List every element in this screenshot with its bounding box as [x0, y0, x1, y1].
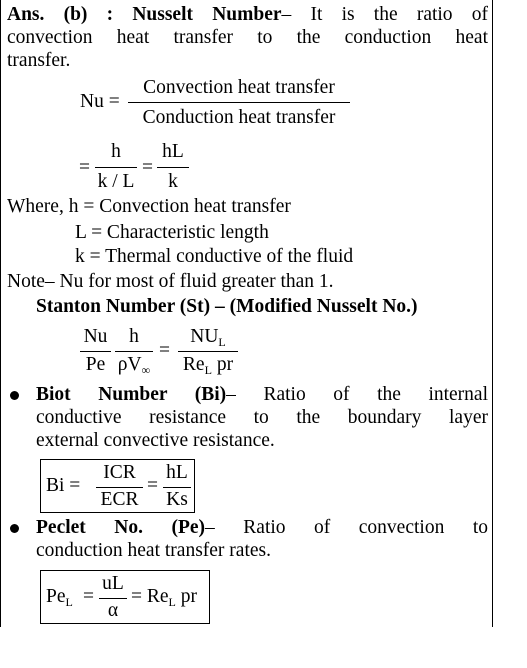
st-pe-denominator: Pe: [85, 354, 106, 375]
st-h-bar: [115, 351, 153, 352]
biot-hl-numerator: hL: [166, 462, 188, 483]
biot-line-2: conductive resistance to the boundary layer: [36, 407, 488, 428]
nu-hl-numerator: hL: [162, 141, 184, 162]
biot-eq: =: [147, 475, 158, 496]
biot-line-1: [36, 384, 488, 406]
peclet-eq-1: =: [83, 586, 94, 607]
bullet-peclet: [10, 524, 19, 533]
peclet-lhs: $Pe_L$: [46, 586, 73, 609]
peclet-alpha-denominator: α: [107, 600, 119, 621]
biot-rest: – Ratio of the internal: [226, 384, 489, 405]
st-rel-denominator: $Re_L$ pr: [182, 354, 234, 377]
peclet-ul-numerator: uL: [102, 573, 124, 594]
bullet-biot: [10, 391, 19, 400]
peclet-rhs: = $Re_L$ pr: [131, 586, 198, 609]
note-line: Note– Nu for most of fluid greater than 1.: [7, 271, 334, 292]
biot-icr-bar: [96, 487, 143, 488]
where-k: k = Thermal conductive of the fluid: [75, 246, 354, 267]
st-nul-numerator: $NU_L$: [190, 326, 226, 349]
nu-h-denominator: k / L: [97, 171, 135, 192]
answer-line-2: convection heat transfer to the conduction heat: [7, 27, 488, 48]
nu-eq-1: =: [79, 157, 90, 178]
st-nu-bar: [80, 351, 111, 352]
peclet-line-1: [36, 517, 488, 539]
page-border-right: [492, 0, 493, 627]
st-nu-numerator: Nu: [83, 326, 108, 347]
answer-intro-rest: – It is the ratio of: [281, 4, 489, 25]
nu-eq-2: =: [142, 157, 153, 178]
page-border-left: [0, 0, 1, 627]
stanton-heading: Stanton Number (St) – (Modified Nusselt No.): [36, 296, 418, 317]
where-l: L = Characteristic length: [75, 222, 269, 243]
st-h-numerator: h: [129, 326, 139, 347]
nu-hl-bar: [157, 167, 189, 168]
biot-label: Biot Number (Bi): [36, 384, 227, 405]
biot-icr-numerator: ICR: [103, 462, 136, 483]
nu-denominator: Conduction heat transfer: [142, 107, 336, 128]
nu-numerator: Convection heat transfer: [143, 77, 335, 98]
nu-h-numerator: h: [111, 141, 121, 162]
biot-line-3: external convective resistance.: [36, 430, 275, 451]
where-h: Where, h = Convection heat transfer: [7, 196, 291, 217]
answer-line-1: [7, 4, 488, 26]
peclet-ul-bar: [99, 598, 127, 599]
st-eq: =: [159, 340, 170, 361]
nu-lhs: Nu =: [80, 91, 120, 112]
nu-h-bar: [95, 167, 137, 168]
biot-ks-denominator: Ks: [166, 489, 188, 510]
peclet-rest: – Ratio of convection to: [205, 517, 488, 538]
peclet-label: Peclet No. (Pe): [36, 517, 206, 538]
nu-fraction-bar: [128, 102, 350, 103]
biot-hl-bar: [163, 487, 191, 488]
st-nul-bar: [178, 351, 238, 352]
biot-ecr-denominator: ECR: [100, 489, 139, 510]
answer-label: Ans. (b) : Nusselt Number: [7, 4, 282, 25]
answer-line-3: transfer.: [7, 50, 71, 71]
st-rhov-denominator: $\rho V_\infty$: [117, 354, 151, 377]
peclet-line-2: conduction heat transfer rates.: [36, 540, 271, 561]
biot-lhs: Bi =: [46, 475, 81, 496]
nu-hl-denominator: k: [168, 171, 178, 192]
